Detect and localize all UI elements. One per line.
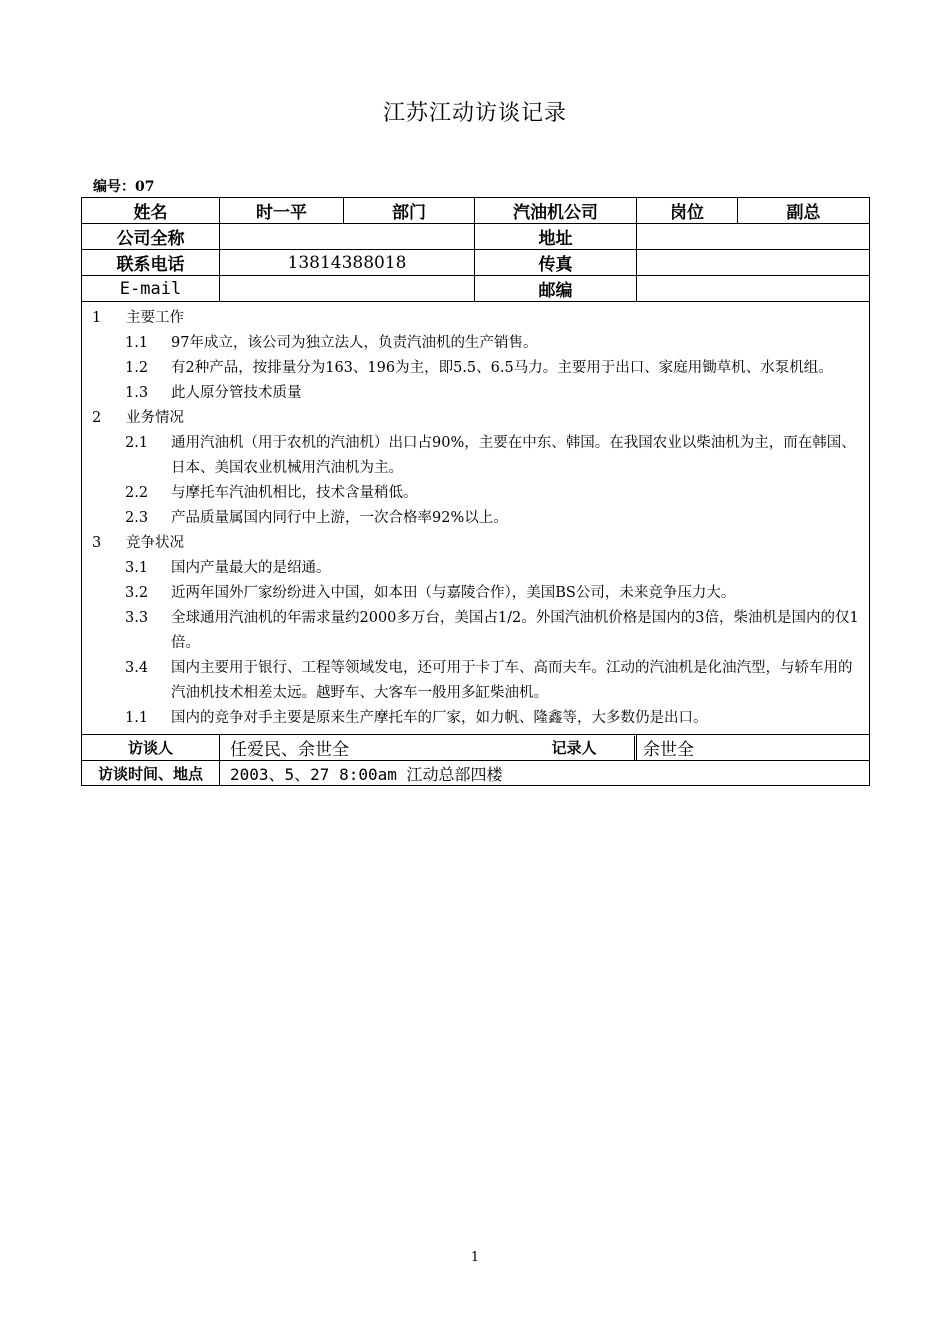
- list-item: [92, 606, 859, 656]
- recorder-cell: [551, 735, 870, 761]
- list-item: [92, 381, 859, 406]
- list-item: [92, 506, 859, 531]
- phone-value: 13814388018: [220, 250, 475, 276]
- fax-value: [637, 250, 870, 276]
- section-title: 业务情况: [126, 410, 184, 426]
- recorder-label: 记录人: [514, 736, 635, 760]
- item-number: 3.3: [125, 610, 149, 626]
- name-label: 姓名: [82, 198, 220, 224]
- postcode-value: [637, 276, 870, 302]
- section-number: 2: [92, 410, 102, 426]
- phone-label: 联系电话: [82, 250, 220, 276]
- item-number: 2.1: [125, 435, 149, 451]
- company-label: 公司全称: [82, 224, 220, 250]
- time-place-value: 2003、5、27 8:00am 江动总部四楼: [220, 761, 870, 786]
- section-heading: [92, 406, 859, 431]
- company-value: [220, 224, 475, 250]
- section-title: 主要工作: [126, 310, 184, 326]
- page-number: 1: [470, 1250, 480, 1265]
- row-interviewer: [82, 735, 870, 761]
- item-number: 1.1: [125, 335, 149, 351]
- section-title: 竞争状况: [126, 535, 184, 551]
- row-time-place: [82, 761, 870, 786]
- email-value: [220, 276, 475, 302]
- content-cell: [82, 302, 870, 735]
- item-text: 全球通用汽油机的年需求量约2000多万台，美国占1/2。外国汽油机价格是国内的3倍，柴油机是国内的仅1倍。: [171, 610, 859, 651]
- fax-label: 传真: [475, 250, 637, 276]
- interview-table: [81, 197, 870, 786]
- position-label: 岗位: [637, 198, 738, 224]
- list-item: [92, 356, 859, 381]
- address-label: 地址: [475, 224, 637, 250]
- interviewer-label: 访谈人: [82, 735, 220, 761]
- section-heading: [92, 531, 859, 556]
- item-text: 产品质量属国内同行中上游，一次合格率92%以上。: [171, 510, 508, 526]
- item-number: 1.1: [125, 710, 149, 726]
- item-number: 2.3: [125, 510, 149, 526]
- name-value: 时一平: [220, 198, 344, 224]
- section-number: 1: [92, 310, 102, 326]
- list-item: [92, 581, 859, 606]
- list-item: [92, 481, 859, 506]
- page-title: 江苏江动访谈记录: [382, 101, 567, 126]
- row-name: [82, 198, 870, 224]
- item-number: 1.3: [125, 385, 149, 401]
- item-text: 通用汽油机（用于农机的汽油机）出口占90%，主要在中东、韩国。在我国农业以柴油机为主，而在韩国、日本、美国农业机械用汽油机为主。: [171, 435, 856, 476]
- item-number: 2.2: [125, 485, 149, 501]
- item-number: 3.2: [125, 585, 149, 601]
- list-item: [92, 706, 859, 731]
- interviewer-names: 任爱民、余世全: [230, 740, 349, 760]
- item-text: 国内主要用于银行、工程等领域发电，还可用于卡丁车、高而夫车。江动的汽油机是化油汽型，与轿车用的汽油机技术相差太远。越野车、大客车一般用多缸柴油机。: [171, 660, 853, 701]
- doc-number: 编号：07: [93, 179, 155, 195]
- time-place-label: 访谈时间、地点: [82, 761, 220, 786]
- item-text: 国内产量最大的是绍通。: [171, 560, 331, 576]
- sections-list: [92, 306, 859, 731]
- row-email: [82, 276, 870, 302]
- row-company: [82, 224, 870, 250]
- list-item: [92, 656, 859, 706]
- item-text: 此人原分管技术质量: [171, 385, 302, 401]
- position-value: 副总: [738, 198, 870, 224]
- item-text: 国内的竞争对手主要是原来生产摩托车的厂家，如力帆、隆鑫等，大多数仍是出口。: [171, 710, 708, 726]
- list-item: [92, 556, 859, 581]
- item-number: 3.1: [125, 560, 149, 576]
- row-phone: [82, 250, 870, 276]
- item-number: 1.2: [125, 360, 149, 376]
- section-number: 3: [92, 535, 102, 551]
- list-item: [92, 331, 859, 356]
- item-text: 近两年国外厂家纷纷进入中国，如本田（与嘉陵合作），美国BS公司，未来竞争压力大。: [171, 585, 736, 601]
- postcode-label: 邮编: [475, 276, 637, 302]
- item-number: 3.4: [125, 660, 149, 676]
- item-text: 97年成立，该公司为独立法人，负责汽油机的生产销售。: [171, 335, 538, 351]
- dept-label: 部门: [344, 198, 475, 224]
- section-heading: [92, 306, 859, 331]
- dept-value: 汽油机公司: [475, 198, 637, 224]
- recorder-value: 余世全: [643, 740, 694, 760]
- item-text: 有2种产品，按排量分为163、196为主，即5.5、6.5马力。主要用于出口、家庭用锄草机、水泵机组。: [171, 360, 833, 376]
- item-text: 与摩托车汽油机相比，技术含量稍低。: [171, 485, 418, 501]
- address-value: [637, 224, 870, 250]
- list-item: [92, 431, 859, 481]
- email-label: E-mail: [82, 276, 220, 302]
- row-content: [82, 302, 870, 735]
